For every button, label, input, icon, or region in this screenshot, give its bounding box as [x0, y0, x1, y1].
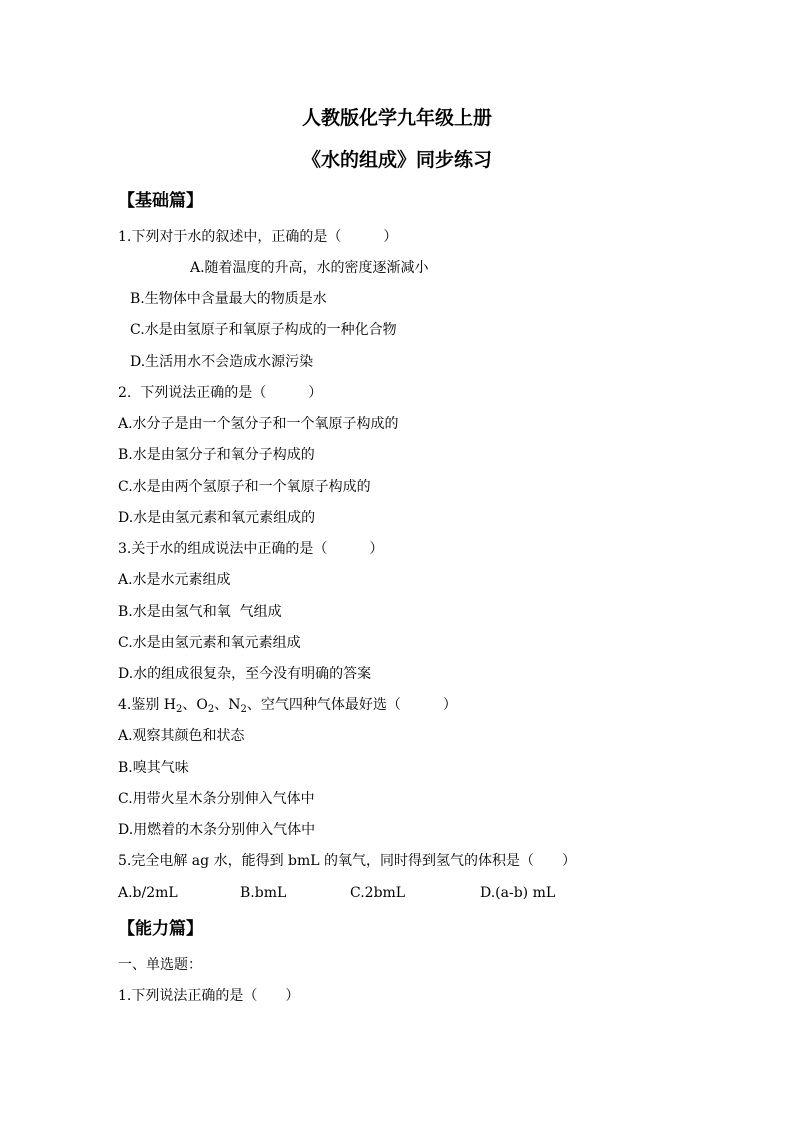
- option-d: D.生活用水不会造成水源污染: [130, 354, 314, 370]
- option-b: B.水是由氢气和氧 气组成: [118, 604, 282, 620]
- option-a: A.观察其颜色和状态: [118, 728, 245, 744]
- option-b: B.嗅其气味: [118, 760, 189, 776]
- question-stem: 1.下列说法正确的是（ ）: [118, 988, 300, 1004]
- option-c: C.水是由氢原子和氧原子构成的一种化合物: [130, 322, 397, 338]
- option-b: B.水是由氢分子和氧分子构成的: [118, 447, 315, 463]
- section-heading-basic: 【基础篇】: [118, 191, 203, 211]
- option-c: C.水是由氢元素和氧元素组成: [118, 635, 301, 651]
- option-d: D.用燃着的木条分别伸入气体中: [118, 822, 316, 838]
- option-d: D.水是由氢元素和氧元素组成的: [118, 510, 316, 526]
- option-b: B.bmL: [240, 885, 287, 901]
- option-c: C.2bmL: [350, 885, 406, 901]
- option-d: D.水的组成很复杂，至今没有明确的答案: [118, 666, 372, 682]
- subscript: 2: [240, 704, 247, 715]
- question-stem: 1.下列对于水的叙述中，正确的是（ ）: [118, 229, 398, 245]
- document-title: 人教版化学九年级上册: [301, 107, 492, 129]
- question-stem: 2. 下列说法正确的是（ ）: [118, 385, 323, 401]
- option-b: B.生物体中含量最大的物质是水: [130, 291, 327, 307]
- section-heading-ability: 【能力篇】: [118, 919, 203, 939]
- question-stem: [118, 696, 457, 719]
- subscript: 2: [207, 704, 215, 715]
- option-a: A.b/2mL: [118, 885, 178, 901]
- option-a: A.随着温度的升高，水的密度逐渐减小: [190, 260, 429, 276]
- stem-separator: 、O: [182, 697, 208, 713]
- option-a: A.水是水元素组成: [118, 572, 231, 588]
- stem-prefix: 4.鉴别 H: [118, 697, 177, 713]
- subscript: 2: [176, 704, 183, 715]
- single-choice-heading: 一、单选题：: [118, 957, 202, 973]
- question-stem: 5.完全电解 ag 水，能得到 bmL 的氧气，同时得到氢气的体积是（ ）: [118, 853, 576, 869]
- document-subtitle: 《水的组成》同步练习: [301, 149, 492, 171]
- option-c: C.用带火星木条分别伸入气体中: [118, 791, 315, 807]
- option-d: D.(a-b) mL: [480, 885, 556, 901]
- stem-separator: 、N: [214, 697, 241, 713]
- stem-suffix: 、空气四种气体最好选（ ）: [246, 697, 457, 713]
- option-a: A.水分子是由一个氢分子和一个氧原子构成的: [118, 416, 399, 432]
- question-stem: 3.关于水的组成说法中正确的是（ ）: [118, 541, 384, 557]
- option-c: C.水是由两个氢原子和一个氧原子构成的: [118, 479, 371, 495]
